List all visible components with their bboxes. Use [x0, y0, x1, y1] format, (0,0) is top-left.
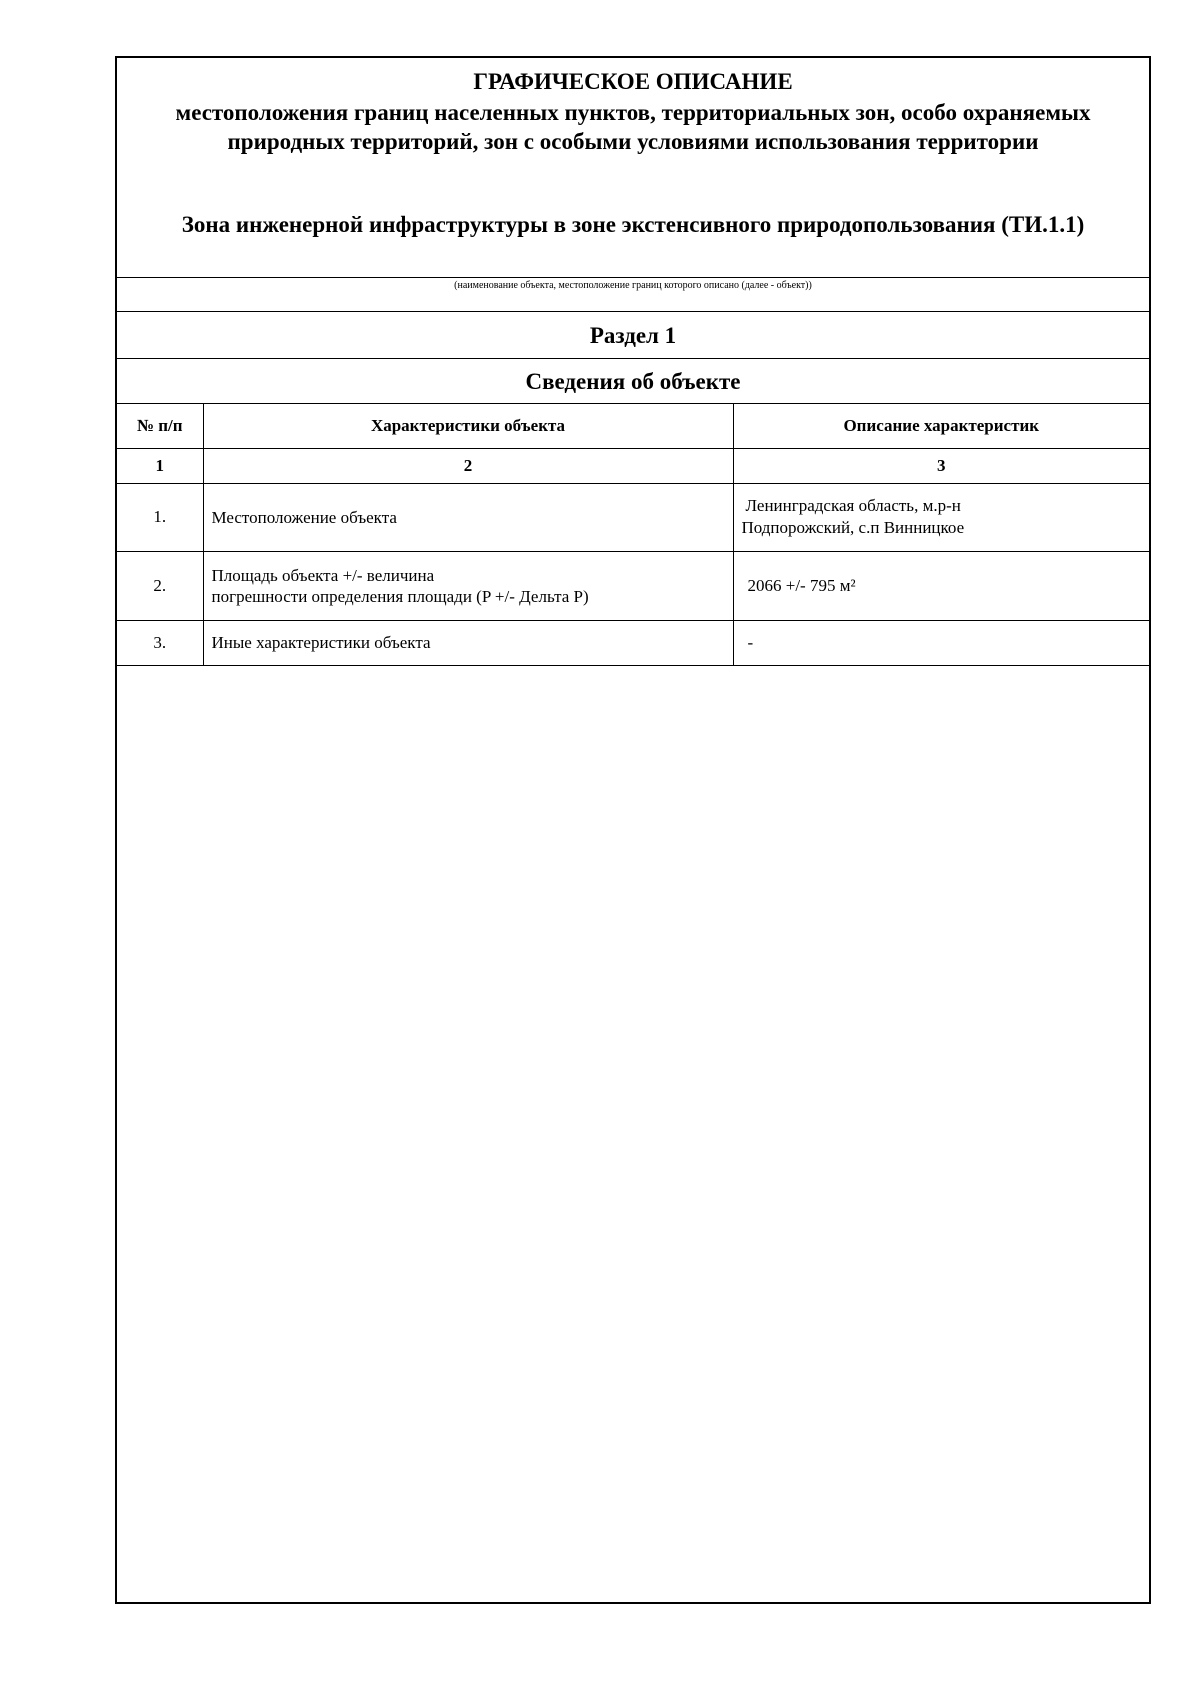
object-caption-row: [117, 278, 1149, 312]
column-header-number: № п/п: [117, 404, 203, 448]
row-description: [733, 620, 1149, 665]
table-header-row: [117, 404, 1149, 448]
row-characteristic: Иные характеристики объекта: [203, 620, 733, 665]
description-line: Подпорожский, с.п Винницкое: [741, 518, 965, 537]
column-number-row: [117, 448, 1149, 483]
row-description: [733, 551, 1149, 620]
table-row: [117, 551, 1149, 620]
object-caption: (наименование объекта, местоположение границ которого описано (далее - объект)): [454, 280, 812, 291]
row-number: 1.: [117, 483, 203, 551]
document-header: [117, 58, 1149, 278]
column-number-3: 3: [733, 448, 1149, 483]
row-description: [733, 483, 1149, 551]
section-title: Сведения об объекте: [117, 359, 1149, 404]
row-number: 3.: [117, 620, 203, 665]
document-subtitle: местоположения границ населенных пунктов, территориальных зон, особо охраняемых природных территорий, зон с особыми условиями использования территории: [175, 100, 1091, 154]
object-name: Зона инженерной инфраструктуры в зоне экстенсивного природопользования (ТИ.1.1): [181, 212, 1085, 237]
section-label: Раздел 1: [117, 312, 1149, 359]
column-number-2: 2: [203, 448, 733, 483]
document-title: ГРАФИЧЕСКОЕ ОПИСАНИЕ: [473, 69, 793, 94]
object-properties-table: [117, 404, 1149, 666]
table-row: [117, 483, 1149, 551]
column-header-characteristic: Характеристики объекта: [203, 404, 733, 448]
characteristic-line: Площадь объекта +/- величина: [211, 565, 435, 585]
column-header-description: Описание характеристик: [733, 404, 1149, 448]
column-number-1: 1: [117, 448, 203, 483]
description-value: -: [747, 632, 754, 652]
characteristic-line: погрешности определения площади (P +/- Дельта P): [211, 586, 589, 606]
description-value: 2066 +/- 795 м²: [747, 575, 856, 595]
row-number: 2.: [117, 551, 203, 620]
row-characteristic: [203, 551, 733, 620]
row-characteristic: Местоположение объекта: [203, 483, 733, 551]
table-row: [117, 620, 1149, 665]
description-line: Ленинградская область, м.р-н: [745, 496, 961, 515]
document-frame: [115, 56, 1151, 1604]
